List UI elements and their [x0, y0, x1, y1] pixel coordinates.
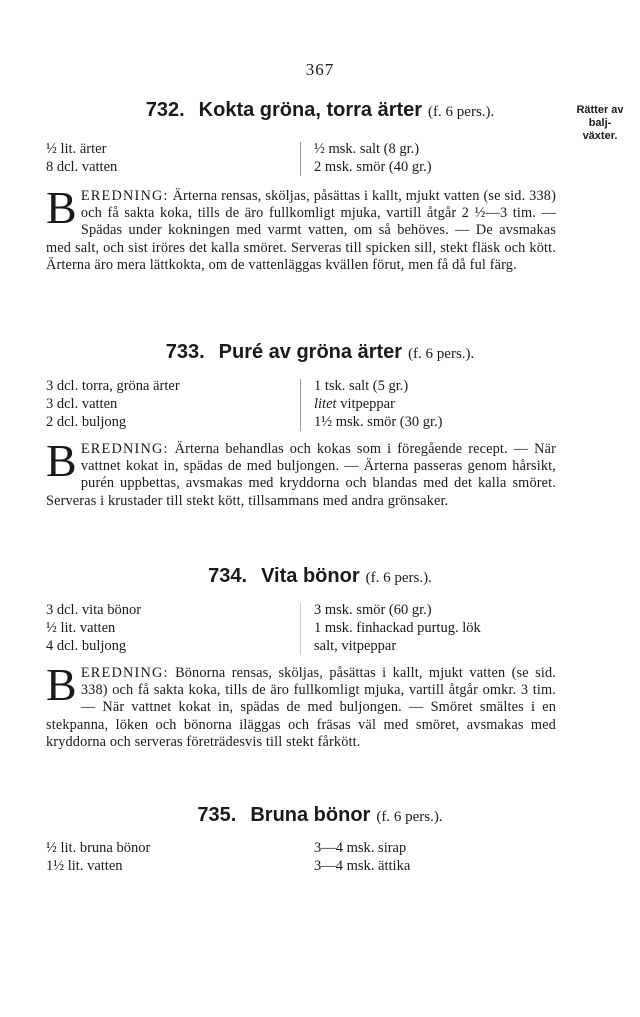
recipe-name: Kokta gröna, torra ärter: [198, 99, 423, 121]
recipe-title: [0, 564, 640, 590]
ingredient-list: [0, 839, 640, 879]
ingredient: 2 dcl. buljong: [46, 414, 127, 430]
ingredient: 4 dcl. buljong: [46, 638, 127, 654]
ingredient: 3 msk. smör (60 gr.): [314, 602, 432, 618]
page-number: 367: [305, 60, 335, 79]
recipe-number: 735.: [197, 804, 237, 826]
ingredients-left: [46, 601, 141, 655]
preparation-label: EREDNING:: [80, 188, 169, 204]
ingredient: ½ msk. salt (8 gr.): [314, 141, 420, 157]
ingredient: salt, vitpeppar: [314, 638, 397, 654]
recipe-title: [0, 803, 640, 829]
ingredients-right: [314, 377, 442, 431]
column-divider: [300, 142, 301, 176]
recipe-734: [0, 564, 640, 751]
ingredient: 3 dcl. torra, gröna ärter: [46, 378, 180, 394]
ingredient: 8 dcl. vatten: [46, 159, 118, 175]
preparation-body: Bönorna rensas, sköljas, påsättas i kallt, mjukt vatten (se sid. 338) och få sakta koka, tills de äro fullkomligt mjuka, vartill åtgår omkr. 3 tim. — När vattnet kokat in, spädas de med buljongen. — Smöret smältes i en stekpanna, löken och bönorna iläggas och fräsas väl med smöret, avsmakas med kryddorna och serveras företrädesvis till stekt fårkött.: [46, 665, 556, 750]
recipe-number: 732.: [145, 99, 185, 121]
side-note-line: Rätter av: [576, 104, 624, 116]
ingredients-right: [314, 601, 481, 655]
ingredients-left: [46, 377, 180, 431]
preparation-text: [46, 659, 556, 751]
recipe-persons: (f. 6 pers.).: [428, 104, 495, 120]
recipe-title: [0, 98, 640, 124]
ingredient-italic: litet: [314, 396, 337, 412]
preparation-body: Ärterna rensas, sköljas, påsättas i kallt, mjukt vatten (se sid. 338) och få sakta koka, tills de äro fullkomligt mjuka, vartill åtgår 2 ½—3 tim. — Spädas under kokningen med varmt vatten, om så behöves. — De avsmakas med salt, och sist iröres det kalla smöret. Serveras till spicken sill, stekt fläsk och kött. Ärterna äro mera lättkokta, om de vattenläggas kvällen förut, men få då ful färg.: [46, 188, 556, 273]
ingredient: 1 msk. finhackad purtug. lök: [314, 620, 481, 636]
preparation-body: Ärterna behandlas och kokas som i föregående recept. — När vattnet kokat in, spädas de med buljongen. — Ärterna passeras genom hårsikt, purén uppbettas, avsmakas med kryddorna och blandas med det kalla smöret. Serveras i krustader till stekt kött, tillsammans med andra grönsaker.: [46, 441, 556, 509]
ingredient: ½ lit. ärter: [46, 141, 107, 157]
recipe-735: [0, 803, 640, 879]
ingredient: 1 tsk. salt (5 gr.): [314, 378, 409, 394]
drop-cap: B: [46, 659, 77, 710]
recipe-number: 733.: [165, 341, 205, 363]
ingredient: ½ lit. bruna bönor: [46, 840, 151, 856]
recipe-persons: (f. 6 pers.).: [365, 570, 432, 586]
ingredient-list: [0, 377, 640, 433]
ingredient: 2 msk. smör (40 gr.): [314, 159, 432, 175]
recipe-number: 734.: [208, 565, 248, 587]
ingredient: 3—4 msk. sirap: [314, 840, 407, 856]
column-divider: [300, 603, 301, 655]
recipe-name: Bruna bönor: [250, 804, 371, 826]
ingredient: litet vitpeppar: [314, 396, 395, 412]
ingredients-left: [46, 140, 117, 176]
drop-cap: B: [46, 435, 77, 486]
ingredients-right: [314, 140, 432, 176]
preparation-label: EREDNING:: [80, 665, 169, 681]
side-note-line: balj-: [588, 117, 612, 129]
ingredient: 1½ lit. vatten: [46, 858, 123, 874]
preparation-label: EREDNING:: [80, 441, 169, 457]
side-note-line: växter.: [582, 130, 618, 142]
ingredients-right: [314, 839, 410, 875]
drop-cap: B: [46, 182, 77, 233]
recipe-name: Puré av gröna ärter: [218, 341, 403, 363]
ingredient: 1½ msk. smör (30 gr.): [314, 414, 443, 430]
ingredient-list: [0, 601, 640, 657]
recipe-title: [0, 340, 640, 366]
ingredient: 3 dcl. vita bönor: [46, 602, 142, 618]
ingredient: 3 dcl. vatten: [46, 396, 118, 412]
recipe-persons: (f. 6 pers.).: [408, 346, 475, 362]
ingredient: ½ lit. vatten: [46, 620, 116, 636]
preparation-text: [46, 182, 556, 274]
column-divider: [300, 379, 301, 431]
recipe-persons: (f. 6 pers.).: [376, 809, 443, 825]
recipe-732: [0, 98, 640, 274]
ingredient-list: [0, 140, 640, 180]
ingredients-left: [46, 839, 150, 875]
recipe-733: [0, 340, 640, 510]
preparation-text: [46, 435, 556, 510]
ingredient: 3—4 msk. ättika: [314, 858, 411, 874]
recipe-name: Vita bönor: [261, 565, 360, 587]
